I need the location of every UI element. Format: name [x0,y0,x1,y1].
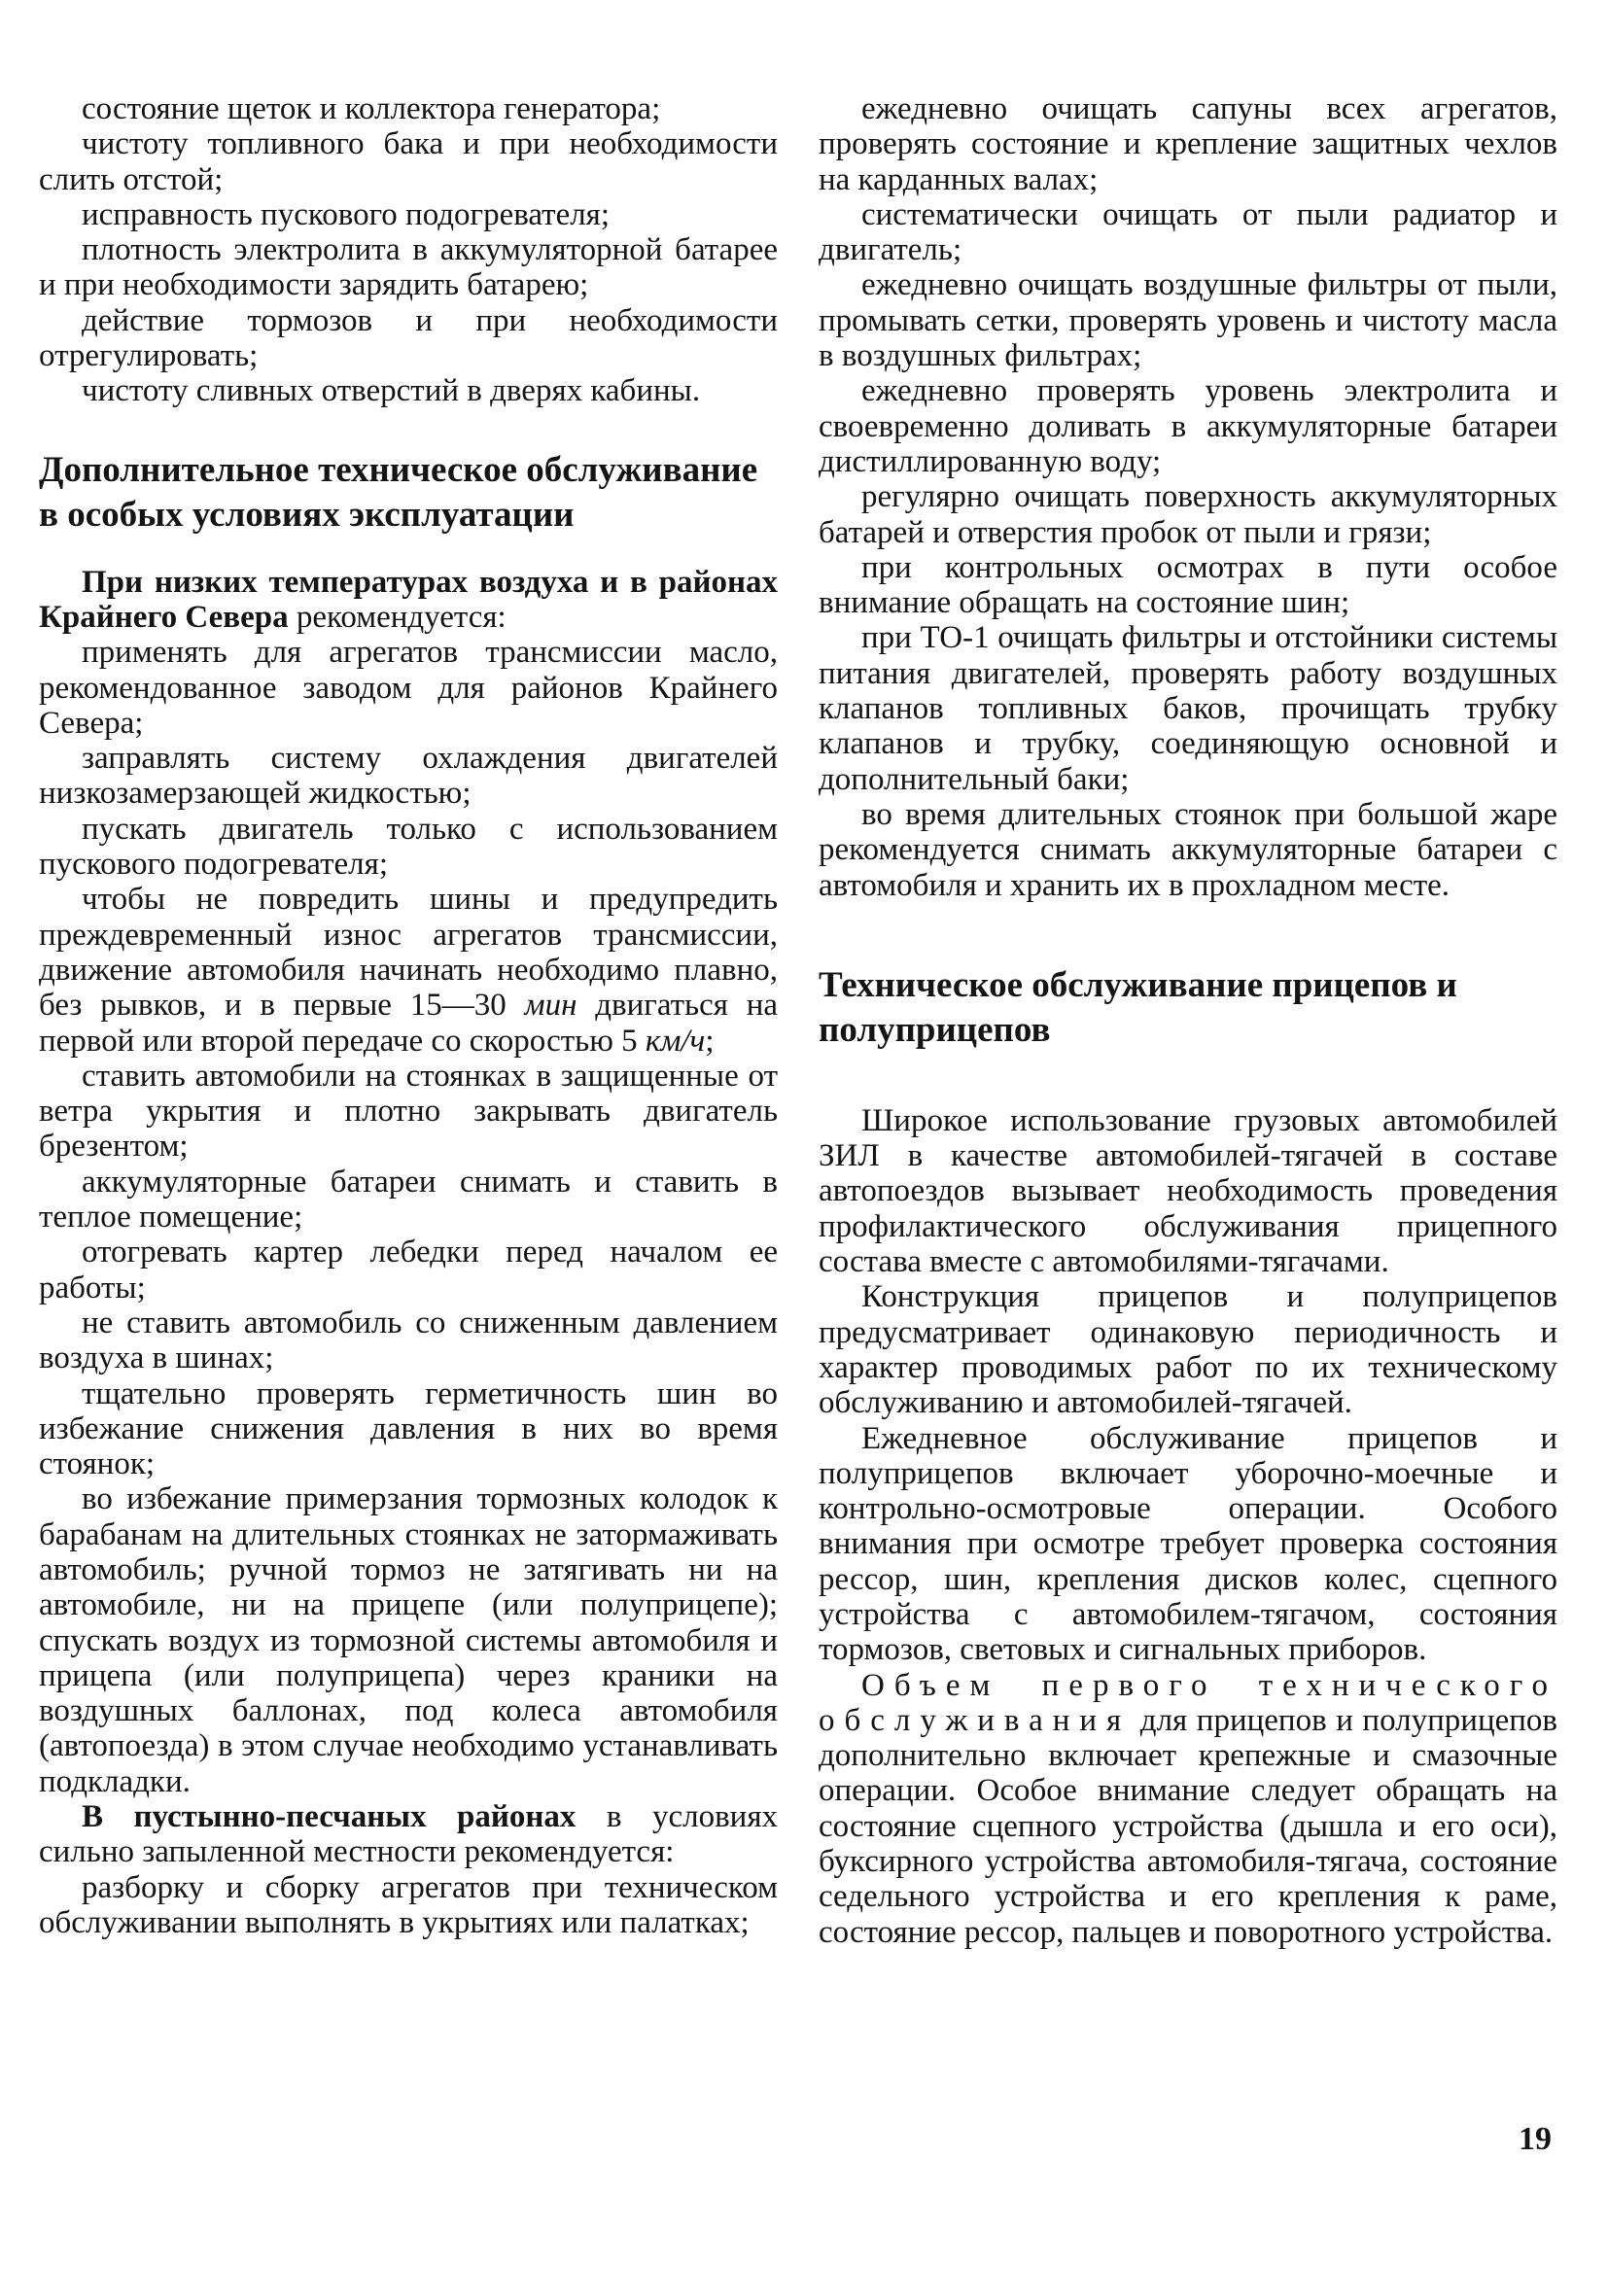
list-item: ставить автомобили на стоянках в защищенные от ветра укрытия и плотно закрывать двигатель брезентом; [39,1058,778,1165]
paragraph: Ежедневное обслуживание прицепов и полуприцепов включает уборочно-моечные и контрольно-осмотровые операции. Особого внимания при осмотре требует проверка состояния рессор, шин, крепления дисков колес, сцепного устройства с автомобилем-тягачом, состояния тормозов, световых и сигнальных приборов. [819,1420,1557,1668]
list-item: аккумуляторные батареи снимать и ставить в теплое помещение; [39,1164,778,1235]
list-item: тщательно проверять герметичность шин во избежание снижения давления в них во время стоянок; [39,1375,778,1482]
list-item: чистоту топливного бака и при необходимости слить отстой; [39,126,778,197]
left-column [39,91,778,1940]
list-item: при ТО-1 очищать фильтры и отстойники системы питания двигателей, проверять работу воздушных клапанов топливных баков, прочищать трубку клапанов и трубку, соединяющую основной и дополнительный баки; [819,620,1557,797]
list-item: при контрольных осмотрах в пути особое внимание обращать на состояние шин; [819,549,1557,621]
desert-conditions-lead: В пустынно-песчаных районах [82,1799,577,1835]
list-item: исправность пускового подогревателя; [82,196,611,232]
list-item: во избежание примерзания тормозных колодок к барабанам на длительных стоянках не затормаживать автомобиль; ручной тормоз не затягивать ни на автомобиле, ни на прицепе (или полуприцепе); спускать воздух из тормозной системы автомобиля и прицепа (или полуприцепа) через краники на воздушных баллонах, под колеса автомобиля (автопоезда) в этом случае необходимо устанавливать подкладки. [39,1481,778,1799]
list-item: действие тормозов и при необходимости отрегулировать; [39,302,778,374]
list-item: во время длительных стоянок при большой жаре рекомендуется снимать аккумуляторные батареи с автомобиля и хранить их в прохладном месте. [819,796,1557,903]
list-item: ежедневно очищать сапуны всех агрегатов, проверять состояние и крепление защитных чехлов на карданных валах; [819,91,1557,197]
list-item: отогревать картер лебедки перед началом ее работы; [39,1235,778,1305]
list-item: заправлять систему охлаждения двигателей низкозамерзающей жидкостью; [39,741,778,812]
list-item: применять для агрегатов трансмиссии масло, рекомендованное заводом для районов Крайнего Севера; [39,635,778,741]
cold-conditions-lead: При низких температурах воздуха и в районах Крайнего Севера [39,564,778,635]
desert-conditions-intro [39,1799,778,1870]
section-heading-trailers: Техническое обслуживание прицепов и полуприцепов [819,964,1457,1050]
speed-text-2: двигаться на первой или второй передаче со скоростью 5 [39,988,778,1059]
right-column [819,91,1557,1950]
list-item: регулярно очищать поверхность аккумуляторных батарей и отверстия пробок от пыли и грязи; [819,479,1557,550]
list-item: не ставить автомобиль со сниженным давлением воздуха в шинах; [39,1305,778,1376]
list-item: пускать двигатель только с использованием пускового подогревателя; [39,811,778,883]
list-item-speed [39,882,778,1058]
list-item: состояние щеток и коллектора генератора; [82,91,661,126]
list-item: чистоту сливных отверстий в дверях кабины. [82,373,701,409]
list-item: разборку и сборку агрегатов при техническом обслуживании выполнять в укрытиях или палатках; [39,1869,778,1940]
paragraph: Широкое использование грузовых автомобилей ЗИЛ в качестве автомобилей-тягачей в составе автопоездов вызывает необходимость проведения профилактического обслуживания прицепного состава вместе с автомобилями-тягачами. [819,1102,1557,1280]
to1-rest: для прицепов и полуприцепов дополнительно включает крепежные и смазочные операции. Особое внимание следует обращать на состояние сцепного устройства (дышла и его оси), буксирного устройства автомобиля-тягача, состояние седельного устройства и его крепления к раме, состояние рессор, пальцев и поворотного устройства. [819,1702,1557,1950]
list-item: ежедневно проверять уровень электролита и своевременно доливать в аккумуляторные батареи дистиллированную воду; [819,373,1557,479]
list-item: плотность электролита в аккумуляторной батарее и при необходимости зарядить батарею; [39,232,778,303]
section-heading-special-conditions: Дополнительное техническое обслуживание в особых условиях эксплуатации [39,449,758,535]
cold-conditions-rest: рекомендуется: [288,599,507,635]
list-item: ежедневно очищать воздушные фильтры от пыли, промывать сетки, проверять уровень и чистоту масла в воздушных фильтрах; [819,267,1557,374]
page-number: 19 [1519,2121,1552,2157]
paragraph: Конструкция прицепов и полуприцепов предусматривает одинаковую периодичность и характер проводимых работ по их техническому обслуживанию и автомобилей-тягачей. [819,1279,1557,1421]
unit-minutes: мин [524,988,577,1024]
speed-text-1: чтобы не повредить шины и предупредить преждевременный износ агрегатов трансмиссии, движение автомобиля начинать необходимо плавно, без рывков, и в первые 15—30 [39,882,778,1024]
to1-spaced-lead: Объем первого технического обслуживания [819,1667,1557,1738]
desert-conditions-rest: в условиях сильно запыленной местности рекомендуется: [39,1799,778,1870]
cold-conditions-intro [39,565,778,636]
unit-kmh: км/ч [645,1023,706,1059]
list-item: систематически очищать от пыли радиатор и двигатель; [819,196,1557,268]
speed-text-3: ; [705,1023,715,1059]
paragraph-to1 [819,1668,1557,1950]
